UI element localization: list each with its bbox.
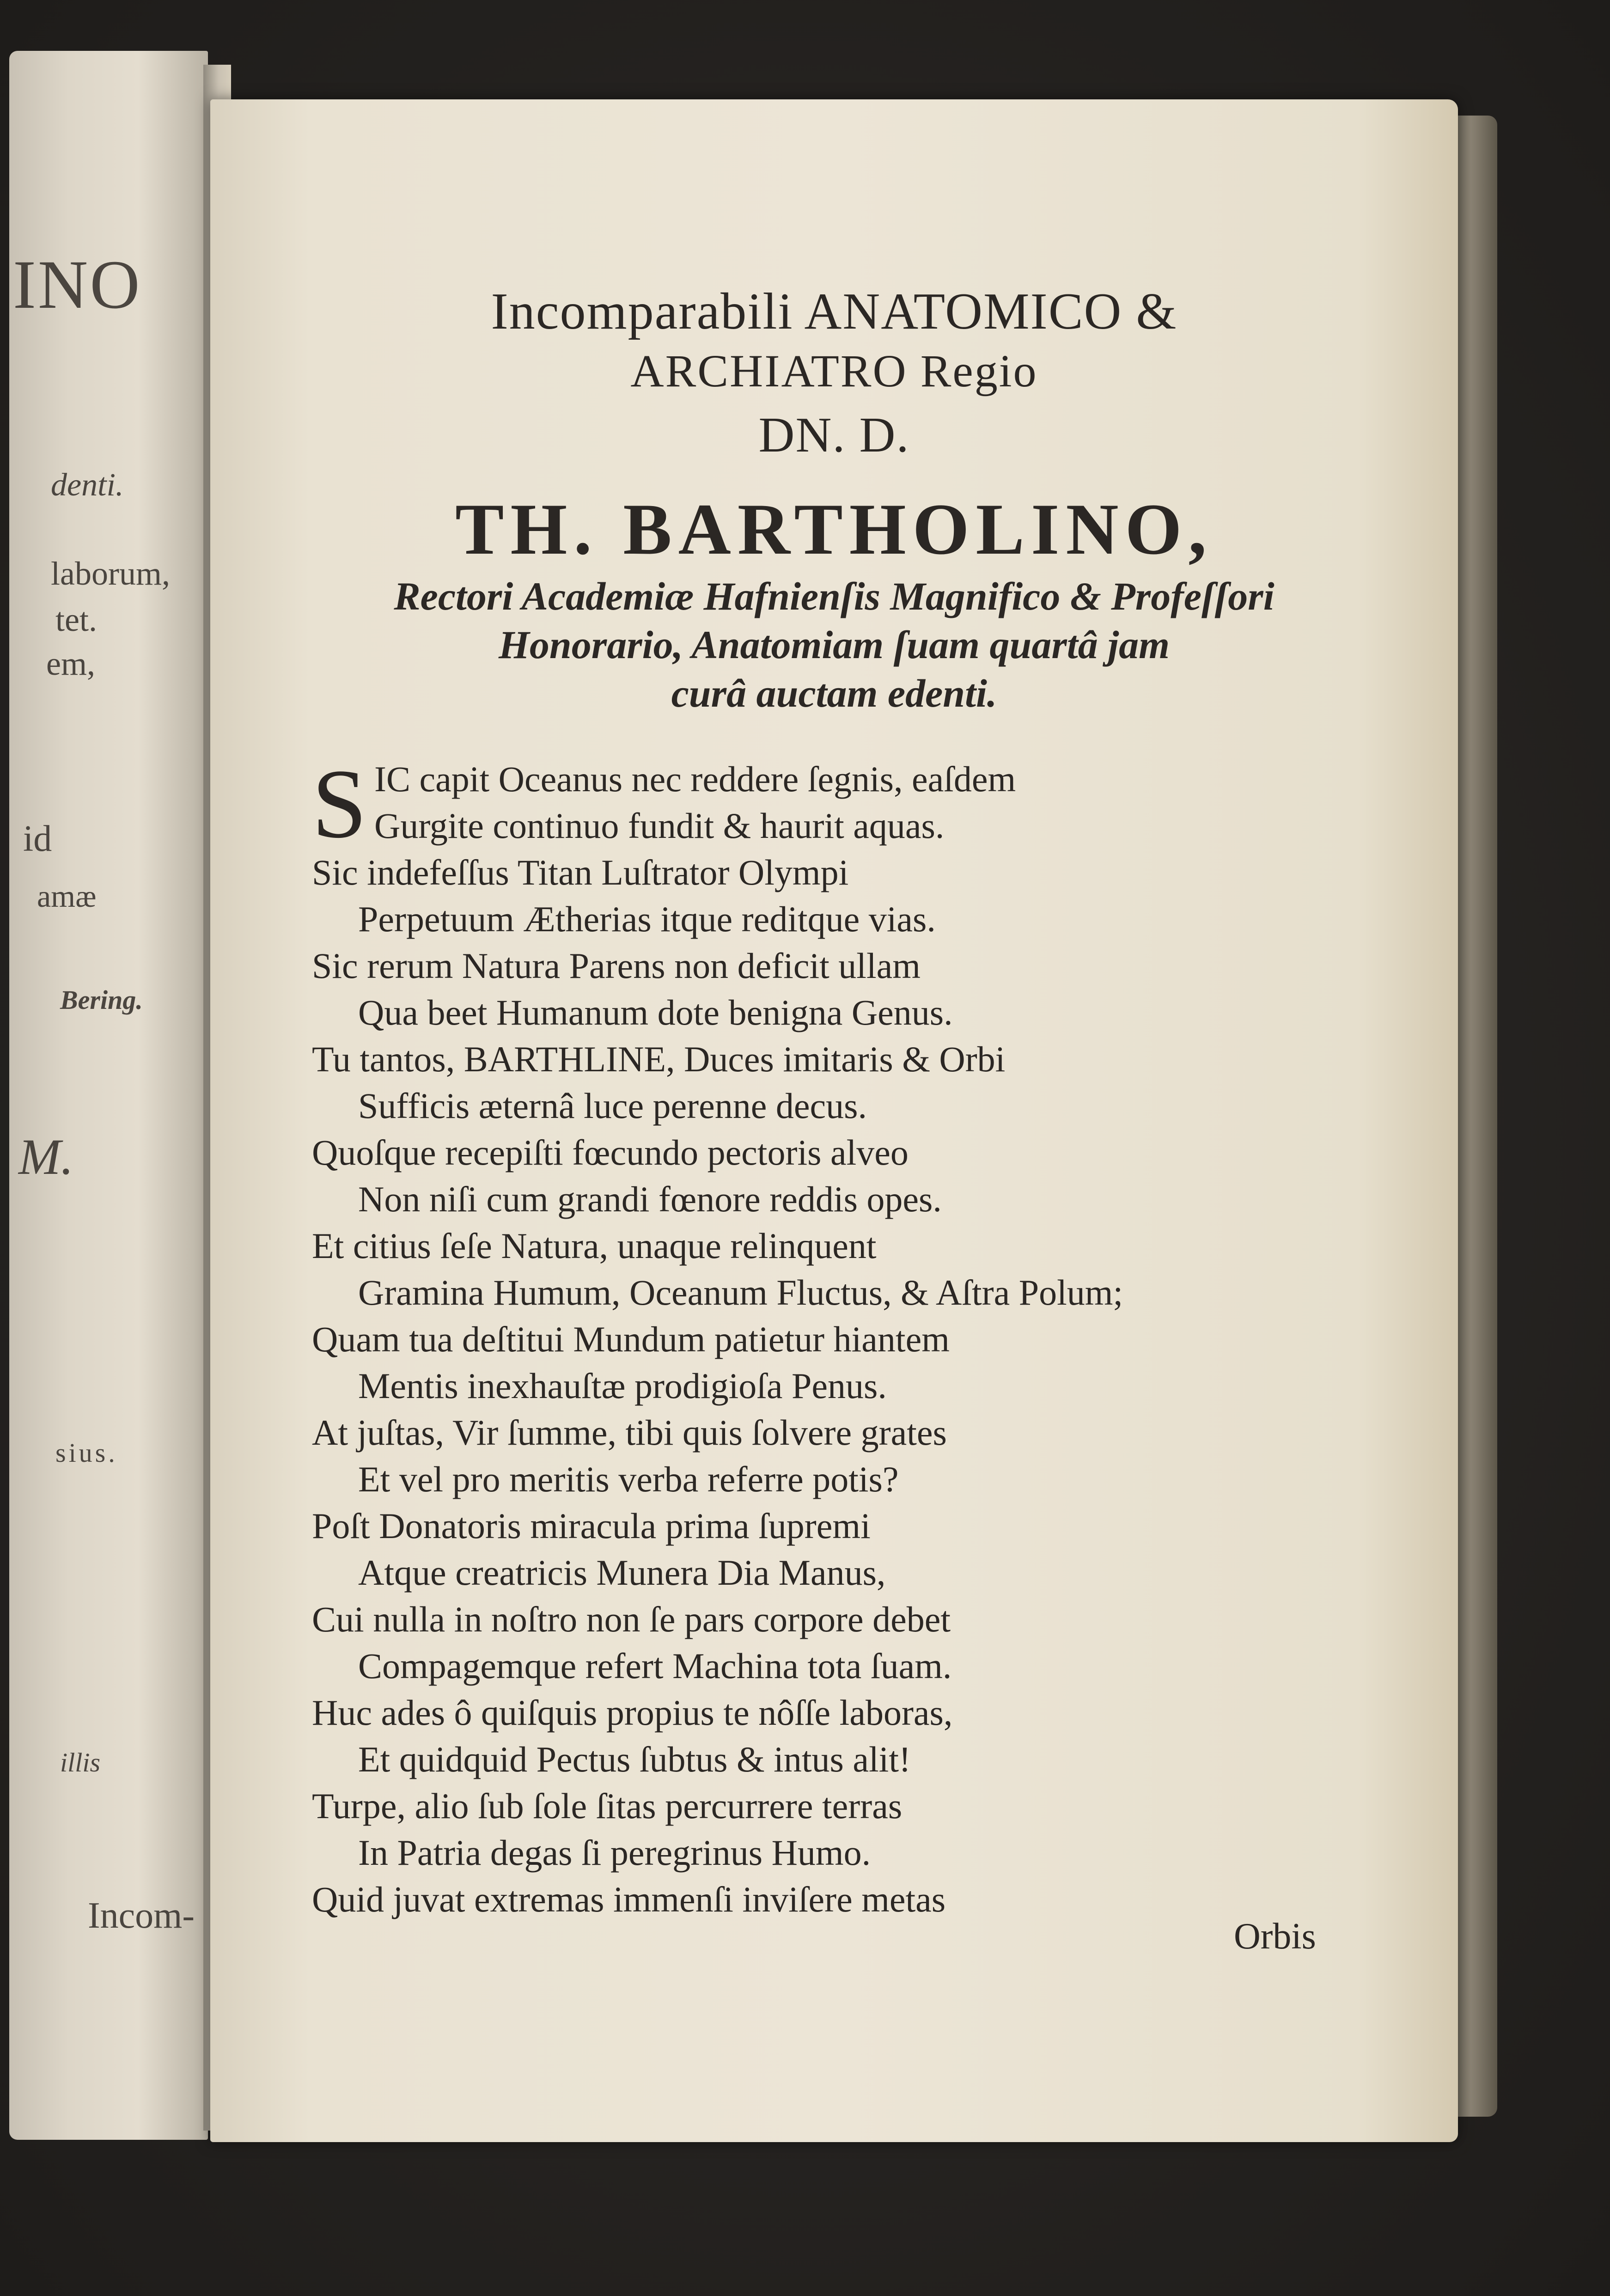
- dedication-line-3: curâ auctam edenti.: [671, 671, 997, 715]
- left-fragment-bering: Bering.: [60, 985, 143, 1015]
- left-fragment-laborum: laborum,: [51, 555, 170, 592]
- poem-line: Poſt Donatoris miracula prima ſupremi: [312, 1506, 871, 1546]
- left-fragment-ino: INO: [13, 246, 142, 323]
- poem-line: Quid juvat extremas immenſi inviſere metas: [312, 1879, 946, 1919]
- poem-line: Et quidquid Pectus ſubtus & intus alit!: [358, 1739, 911, 1779]
- header-line-2: ARCHIATRO Regio: [630, 345, 1038, 397]
- poem-line: Et vel pro meritis verba referre potis?: [358, 1459, 899, 1499]
- catchword: Orbis: [1234, 1916, 1316, 1957]
- left-fragment-denti: denti.: [51, 467, 124, 503]
- left-fragment-illis: illis: [60, 1747, 101, 1777]
- poem-line: Sic indefeſſus Titan Luſtrator Olympi: [312, 852, 849, 892]
- poem-line: Mentis inexhauſtæ prodigioſa Penus.: [358, 1366, 887, 1406]
- left-fragment-em: em,: [46, 645, 95, 682]
- dedication-line-2: Honorario, Anatomiam ſuam quartâ jam: [499, 623, 1170, 667]
- header-line-3: DN. D.: [758, 408, 910, 463]
- poem-line: Tu tantos, BARTHLINE, Duces imitaris & Orbi: [312, 1039, 1006, 1079]
- poem-lines: [312, 849, 1444, 1923]
- dedication-line-1: Rectori Academiæ Hafnienſis Magnifico & Profeſſori: [394, 574, 1275, 618]
- poem-line: In Patria degas ſi peregrinus Humo.: [358, 1832, 871, 1873]
- poem-line: Qua beet Humanum dote benigna Genus.: [358, 992, 953, 1032]
- poem-line: Gramina Humum, Oceanum Fluctus, & Aſtra Polum;: [358, 1272, 1123, 1313]
- poem-line: At juſtas, Vir ſumme, tibi quis ſolvere grates: [312, 1412, 947, 1453]
- poem-line: Atque creatricis Munera Dia Manus,: [358, 1552, 886, 1593]
- poem-line: Sufficis æternâ luce perenne decus.: [358, 1086, 867, 1126]
- book-fore-edge: [1453, 116, 1497, 2117]
- header-line-1: Incomparabili ANATOMICO &: [491, 283, 1177, 340]
- poem-line: Gurgite continuo fundit & haurit aquas.: [374, 806, 945, 846]
- poem-line: Turpe, alio ſub ſole ſitas percurrere terras: [312, 1786, 903, 1826]
- poem-line: Cui nulla in noſtro non ſe pars corpore debet: [312, 1599, 951, 1639]
- poem-line: IC capit Oceanus nec reddere ſegnis, eaſdem: [374, 759, 1016, 799]
- poem-line: Quam tua deſtitui Mundum patietur hiantem: [312, 1319, 950, 1359]
- dedicatee-name: TH. BARTHOLINO,: [455, 489, 1213, 570]
- poem-line: Et citius ſeſe Natura, unaque relinquent: [312, 1226, 877, 1266]
- main-page: [210, 99, 1458, 2142]
- left-fragment-amae: amæ: [37, 879, 97, 914]
- drop-cap: S: [312, 749, 367, 859]
- poem-line: Non niſi cum grandi fœnore reddis opes.: [358, 1179, 942, 1219]
- left-fragment-sius: sius.: [55, 1438, 118, 1468]
- left-facing-page: [9, 51, 208, 2140]
- left-fragment-tet: tet.: [55, 601, 97, 638]
- poem: [312, 749, 1444, 1923]
- left-fragment-id: id: [23, 818, 52, 859]
- poem-line: Compagemque refert Machina tota ſuam.: [358, 1646, 952, 1686]
- poem-line: Sic rerum Natura Parens non deficit ullam: [312, 946, 921, 986]
- poem-line: Quoſque recepiſti fœcundo pectoris alveo: [312, 1132, 909, 1172]
- left-fragment-m: M.: [18, 1129, 74, 1185]
- left-fragment-incom: Incom-: [88, 1895, 195, 1936]
- poem-line: Perpetuum Ætherias itque reditque vias.: [358, 899, 936, 939]
- poem-line: Huc ades ô quiſquis propius te nôſſe laboras,: [312, 1692, 953, 1733]
